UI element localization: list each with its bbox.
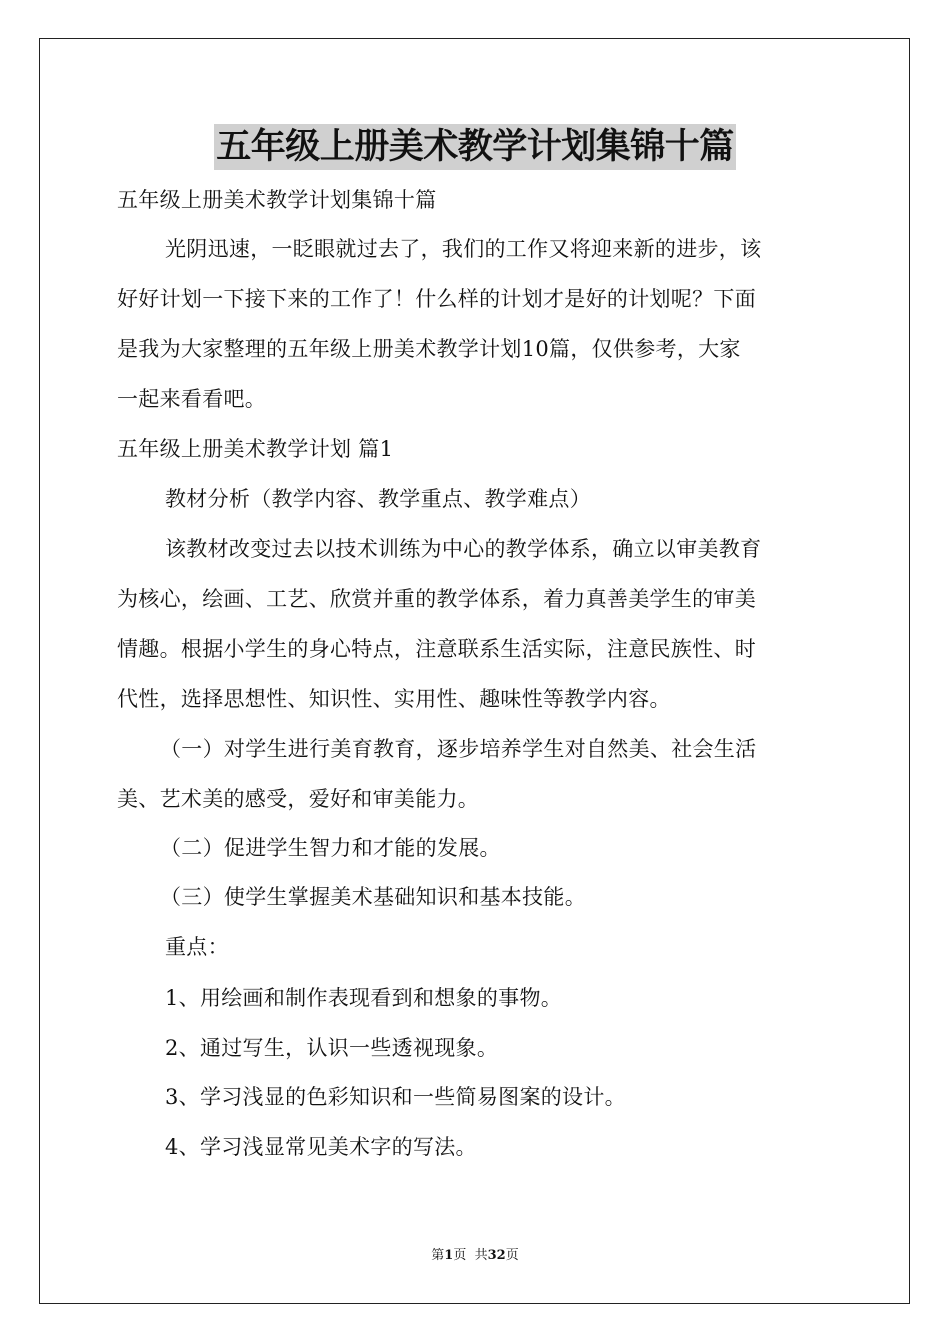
page-footer xyxy=(0,1247,950,1265)
paragraph-line: 好好计划一下接下来的工作了！什么样的计划才是好的计划呢？下面 xyxy=(117,287,756,311)
paragraph-line: 代性，选择思想性、知识性、实用性、趣味性等教学内容。 xyxy=(117,687,671,711)
footer-suffix: 页 xyxy=(505,1248,519,1263)
footer-prefix: 第 xyxy=(431,1248,445,1263)
paragraph-line: 是我为大家整理的五年级上册美术教学计划10篇，仅供参考，大家 xyxy=(117,337,741,361)
footer-mid: 页 共 xyxy=(453,1248,488,1263)
paragraph-line: （一）对学生进行美育教育，逐步培养学生对自然美、社会生活 xyxy=(160,737,757,761)
paragraph-line: 一起来看看吧。 xyxy=(117,387,267,411)
footer-current-page: 1 xyxy=(444,1248,454,1263)
list-item: 2、通过写生，认识一些透视现象。 xyxy=(165,1036,499,1060)
subtitle-line: 五年级上册美术教学计划集锦十篇 xyxy=(117,188,437,212)
section-heading: 五年级上册美术教学计划 篇1 xyxy=(117,437,394,461)
list-item: 1、用绘画和制作表现看到和想象的事物。 xyxy=(165,986,563,1010)
paragraph-line: （二）促进学生智力和才能的发展。 xyxy=(160,836,501,860)
document-title: 五年级上册美术教学计划集锦十篇 xyxy=(214,124,736,170)
paragraph-line: 美、艺术美的感受，爱好和审美能力。 xyxy=(117,787,480,811)
paragraph-line: 重点： xyxy=(165,935,229,959)
footer-total-pages: 32 xyxy=(487,1248,506,1263)
paragraph-line: 情趣。根据小学生的身心特点，注意联系生活实际，注意民族性、时 xyxy=(117,637,756,661)
list-item: 3、学习浅显的色彩知识和一些简易图案的设计。 xyxy=(165,1085,626,1109)
paragraph-line: 光阴迅速，一眨眼就过去了，我们的工作又将迎来新的进步，该 xyxy=(165,237,762,261)
paragraph-line: 为核心，绘画、工艺、欣赏并重的教学体系，着力真善美学生的审美 xyxy=(117,587,756,611)
title-container xyxy=(0,124,950,170)
list-item: 4、学习浅显常见美术字的写法。 xyxy=(165,1135,477,1159)
paragraph-line: 该教材改变过去以技术训练为中心的教学体系，确立以审美教育 xyxy=(165,537,762,561)
paragraph-line: （三）使学生掌握美术基础知识和基本技能。 xyxy=(160,885,586,909)
page-border xyxy=(39,38,910,1304)
paragraph-line: 教材分析（教学内容、教学重点、教学难点） xyxy=(165,487,591,511)
